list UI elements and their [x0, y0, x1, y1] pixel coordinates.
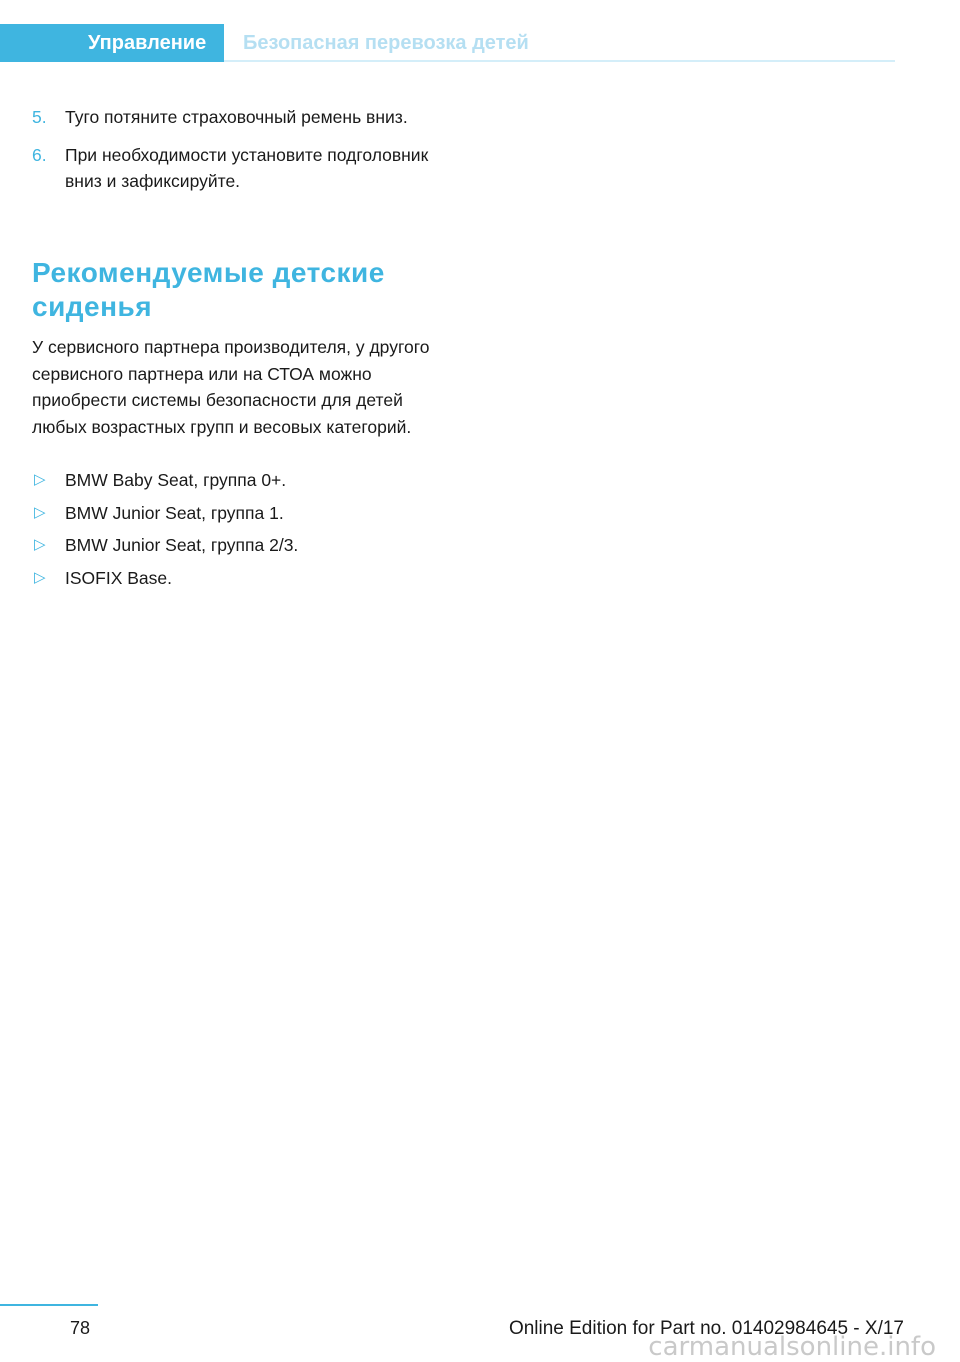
- footer-divider: [0, 1304, 98, 1306]
- triangle-bullet-icon: ▷: [34, 536, 46, 553]
- section-heading: Рекомендуемые детские сиденья: [32, 257, 385, 322]
- triangle-bullet-icon: ▷: [34, 503, 46, 521]
- step-number: 6.: [32, 145, 47, 165]
- step-item: [32, 142, 442, 194]
- step-list: [32, 104, 442, 206]
- child-seat-list: [32, 467, 442, 597]
- triangle-bullet-icon: ▷: [34, 471, 46, 488]
- step-number: 5.: [32, 107, 47, 127]
- triangle-bullet-icon: ▷: [34, 568, 46, 586]
- page-number: 78: [70, 1318, 91, 1338]
- list-item: [32, 500, 442, 526]
- section-paragraph: У сервисного партнера производителя, у другого сервисного партнера или на СТОА можно приобрести системы безопасности для детей любых возрастных групп и весовых категорий.: [32, 337, 430, 437]
- list-item: [32, 565, 442, 591]
- list-item-text: ISOFIX Base.: [65, 567, 172, 588]
- list-item: [32, 532, 442, 558]
- step-text: При необходимости установите подголовник вниз и зафиксируйте.: [65, 145, 429, 191]
- header-divider: [224, 60, 895, 62]
- header-chapter-title: Безопасная перевозка детей: [243, 32, 529, 54]
- edition-note: Online Edition for Part no. 01402984645 - X/17: [508, 1318, 904, 1339]
- list-item-text: BMW Baby Seat, группа 0+.: [65, 470, 287, 490]
- list-item: [32, 467, 442, 493]
- list-item-text: BMW Junior Seat, группа 1.: [65, 502, 284, 523]
- header-section-tab: Управление: [0, 24, 224, 62]
- step-item: [32, 104, 442, 130]
- step-text: Туго потяните страховочный ремень вниз.: [65, 107, 408, 127]
- list-item-text: BMW Junior Seat, группа 2/3.: [65, 535, 299, 555]
- site-watermark: carmanualsonline.info: [648, 1332, 936, 1362]
